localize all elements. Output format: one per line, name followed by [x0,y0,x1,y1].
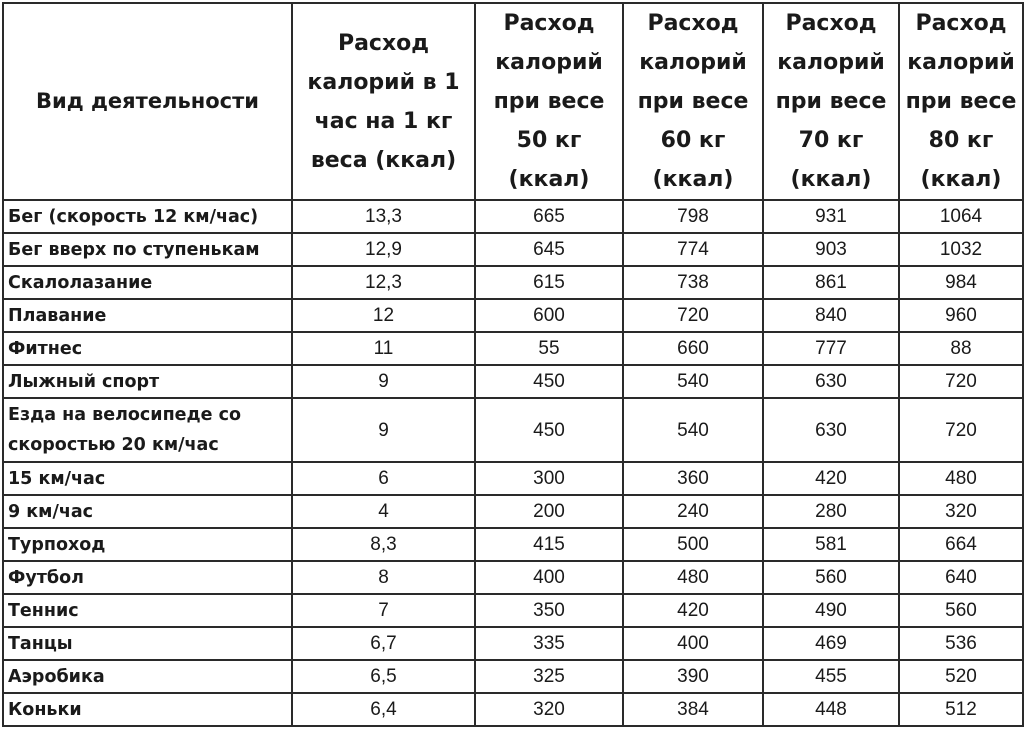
weight-80-cell: 720 [899,365,1023,398]
weight-60-cell: 420 [623,594,763,627]
activity-cell: Скалолазание [3,266,292,299]
activity-cell: Танцы [3,627,292,660]
per-kg-cell: 6,7 [292,627,475,660]
activity-cell: Теннис [3,594,292,627]
weight-80-cell: 536 [899,627,1023,660]
weight-50-cell: 450 [475,398,623,462]
weight-70-cell: 840 [763,299,899,332]
table-row [3,200,1023,233]
per-kg-cell: 7 [292,594,475,627]
header-weight-60: Расход калорий при весе 60 кг (ккал) [623,3,763,200]
table-row [3,660,1023,693]
weight-60-cell: 480 [623,561,763,594]
weight-50-cell: 200 [475,495,623,528]
per-kg-cell: 9 [292,398,475,462]
weight-60-cell: 384 [623,693,763,726]
weight-80-cell: 520 [899,660,1023,693]
calorie-table [2,2,1024,727]
weight-70-cell: 560 [763,561,899,594]
weight-60-cell: 400 [623,627,763,660]
header-per-kg: Расход калорий в 1 час на 1 кг веса (ккал) [292,3,475,200]
header-row [3,3,1023,200]
weight-50-cell: 450 [475,365,623,398]
weight-50-cell: 415 [475,528,623,561]
weight-60-cell: 798 [623,200,763,233]
activity-cell: 9 км/час [3,495,292,528]
table-row [3,462,1023,495]
per-kg-cell: 8 [292,561,475,594]
weight-60-cell: 774 [623,233,763,266]
table-row [3,398,1023,462]
weight-50-cell: 300 [475,462,623,495]
table-row [3,233,1023,266]
weight-60-cell: 540 [623,398,763,462]
weight-70-cell: 903 [763,233,899,266]
weight-70-cell: 630 [763,398,899,462]
weight-70-cell: 280 [763,495,899,528]
per-kg-cell: 6,4 [292,693,475,726]
weight-70-cell: 469 [763,627,899,660]
weight-80-cell: 1032 [899,233,1023,266]
activity-cell: Футбол [3,561,292,594]
weight-60-cell: 660 [623,332,763,365]
weight-70-cell: 490 [763,594,899,627]
weight-50-cell: 350 [475,594,623,627]
weight-80-cell: 664 [899,528,1023,561]
table-row [3,594,1023,627]
table-row [3,365,1023,398]
per-kg-cell: 12,3 [292,266,475,299]
weight-70-cell: 931 [763,200,899,233]
weight-80-cell: 984 [899,266,1023,299]
table-row [3,528,1023,561]
per-kg-cell: 11 [292,332,475,365]
per-kg-cell: 9 [292,365,475,398]
weight-50-cell: 645 [475,233,623,266]
table-row [3,561,1023,594]
per-kg-cell: 6,5 [292,660,475,693]
weight-70-cell: 777 [763,332,899,365]
weight-70-cell: 455 [763,660,899,693]
weight-60-cell: 720 [623,299,763,332]
activity-cell: Бег (скорость 12 км/час) [3,200,292,233]
header-activity: Вид деятельности [3,3,292,200]
weight-50-cell: 400 [475,561,623,594]
per-kg-cell: 12,9 [292,233,475,266]
weight-60-cell: 500 [623,528,763,561]
table-row [3,693,1023,726]
activity-cell: Лыжный спорт [3,365,292,398]
weight-50-cell: 55 [475,332,623,365]
activity-cell: Бег вверх по ступенькам [3,233,292,266]
weight-70-cell: 448 [763,693,899,726]
weight-80-cell: 1064 [899,200,1023,233]
weight-80-cell: 320 [899,495,1023,528]
per-kg-cell: 6 [292,462,475,495]
weight-50-cell: 320 [475,693,623,726]
weight-50-cell: 335 [475,627,623,660]
weight-60-cell: 738 [623,266,763,299]
weight-70-cell: 581 [763,528,899,561]
weight-60-cell: 240 [623,495,763,528]
weight-80-cell: 960 [899,299,1023,332]
table-row [3,332,1023,365]
weight-80-cell: 560 [899,594,1023,627]
weight-80-cell: 640 [899,561,1023,594]
per-kg-cell: 8,3 [292,528,475,561]
weight-60-cell: 360 [623,462,763,495]
weight-70-cell: 861 [763,266,899,299]
activity-cell: Плавание [3,299,292,332]
activity-cell: Коньки [3,693,292,726]
activity-cell: 15 км/час [3,462,292,495]
weight-50-cell: 665 [475,200,623,233]
weight-70-cell: 420 [763,462,899,495]
header-weight-50: Расход калорий при весе 50 кг (ккал) [475,3,623,200]
weight-60-cell: 540 [623,365,763,398]
weight-80-cell: 88 [899,332,1023,365]
table-row [3,495,1023,528]
activity-cell: Фитнес [3,332,292,365]
table-row [3,266,1023,299]
activity-cell: Турпоход [3,528,292,561]
weight-80-cell: 512 [899,693,1023,726]
weight-80-cell: 480 [899,462,1023,495]
header-weight-80: Расход калорий при весе 80 кг (ккал) [899,3,1023,200]
table-row [3,627,1023,660]
weight-70-cell: 630 [763,365,899,398]
activity-cell: Аэробика [3,660,292,693]
per-kg-cell: 13,3 [292,200,475,233]
weight-50-cell: 325 [475,660,623,693]
table-row [3,299,1023,332]
header-weight-70: Расход калорий при весе 70 кг (ккал) [763,3,899,200]
weight-80-cell: 720 [899,398,1023,462]
weight-60-cell: 390 [623,660,763,693]
weight-50-cell: 600 [475,299,623,332]
weight-50-cell: 615 [475,266,623,299]
activity-cell: Езда на велосипеде со скоростью 20 км/час [3,398,292,462]
per-kg-cell: 12 [292,299,475,332]
per-kg-cell: 4 [292,495,475,528]
